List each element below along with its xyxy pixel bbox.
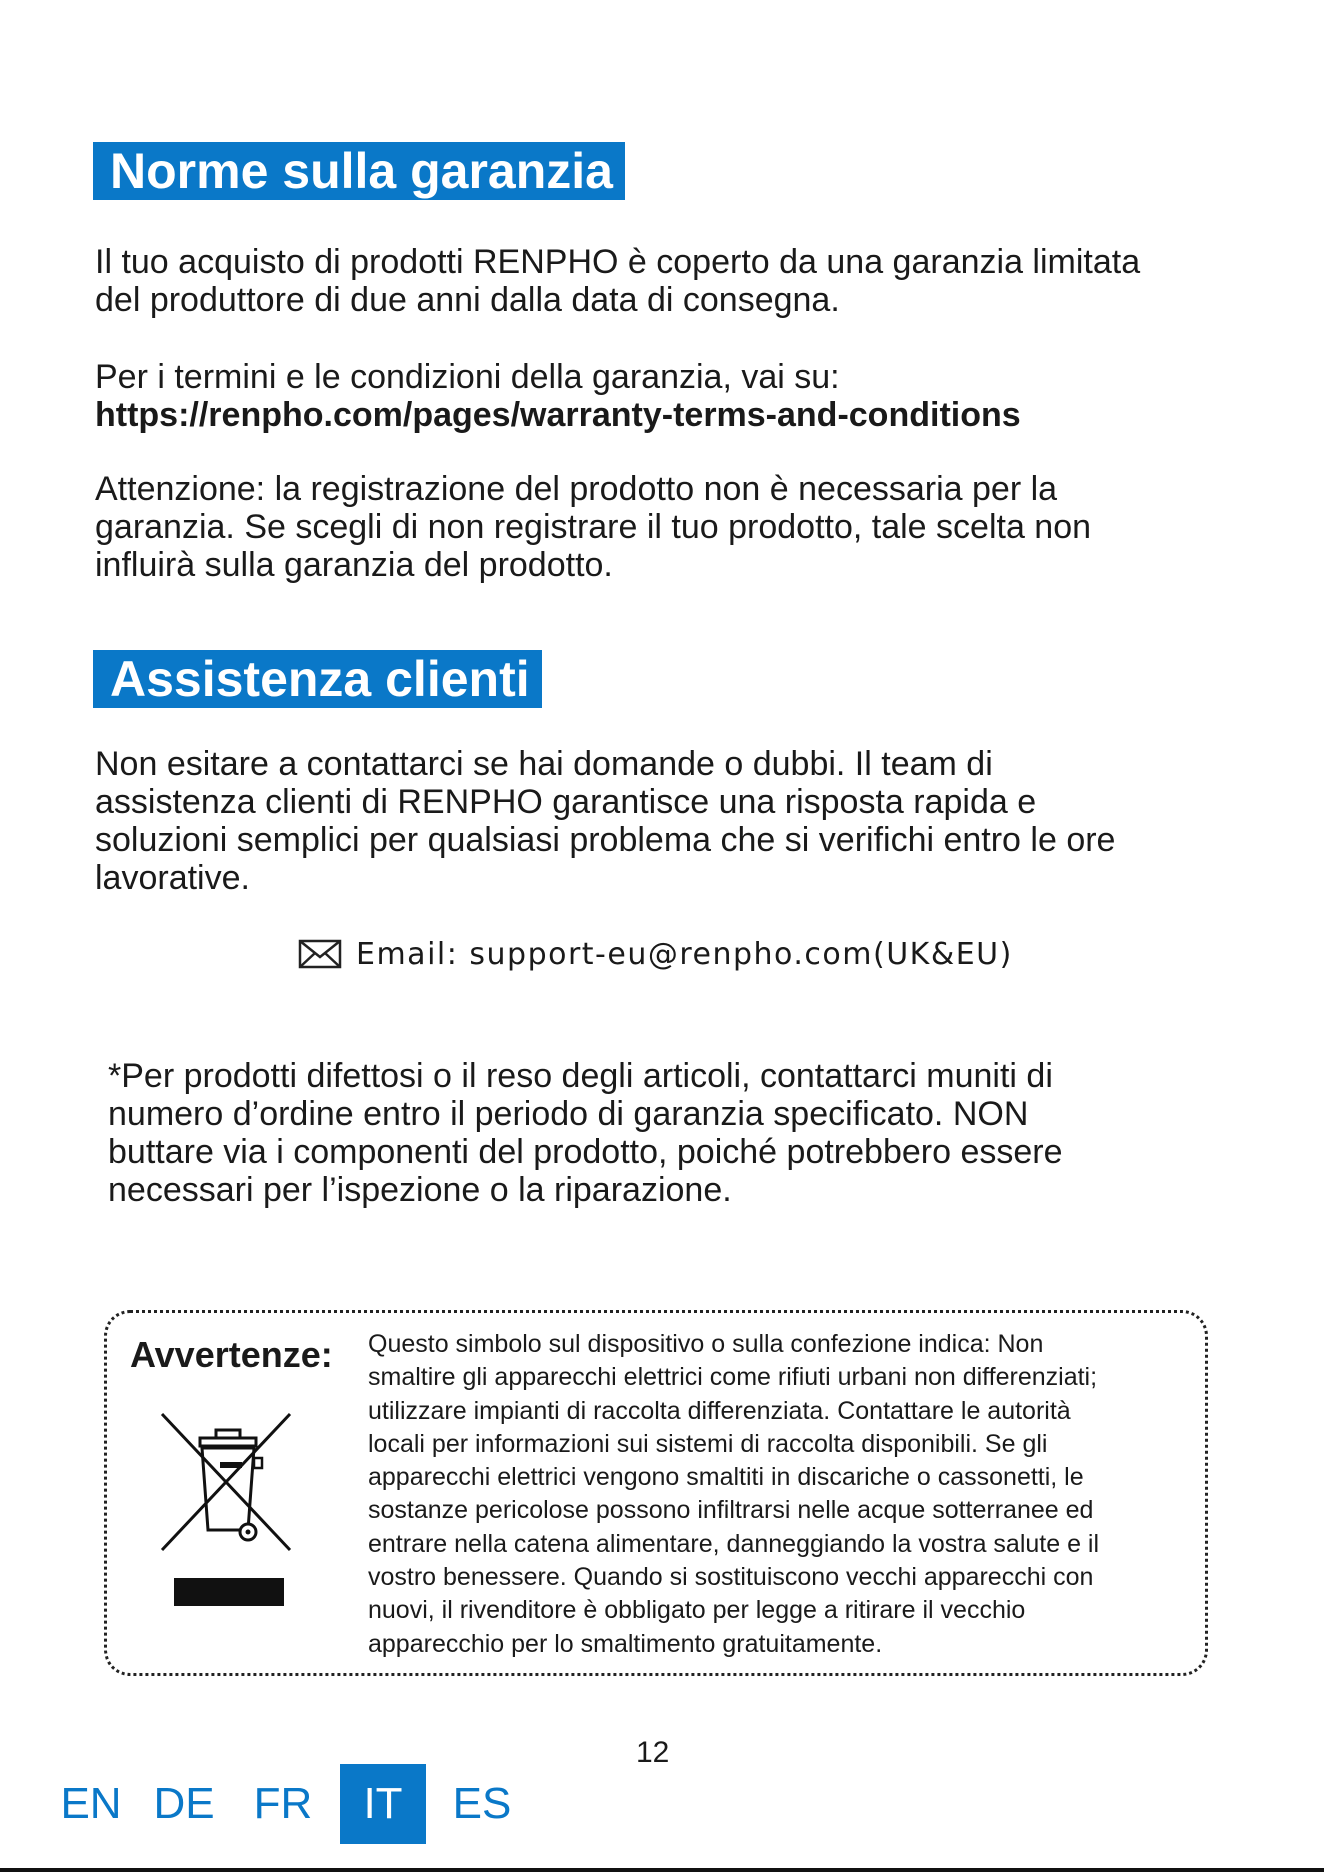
tab-language-de[interactable]: DE [153, 1779, 215, 1828]
text-line: assistenza clienti di RENPHO garantisce una risposta rapida e [95, 783, 1037, 821]
text-line: vostro benessere. Quando si sostituiscono vecchi apparecchi con [368, 1563, 1094, 1592]
text-line: entrare nella catena alimentare, danneggiando la vostra salute e il [368, 1529, 1100, 1558]
registration-note [95, 470, 1255, 584]
text-line: *Per prodotti difettosi o il reso degli articoli, contattarci muniti di [108, 1057, 1053, 1095]
text-line: locali per informazioni sui sistemi di raccolta disponibili. Se gli [368, 1429, 1048, 1458]
text-line: Per i termini e le condizioni della garanzia, vai su: [95, 358, 840, 396]
support-paragraph [95, 745, 1255, 897]
text-line: Attenzione: la registrazione del prodotto non è necessaria per la [95, 470, 1058, 508]
support-email[interactable] [298, 934, 1013, 974]
warranty-terms-paragraph [95, 358, 1255, 434]
envelope-icon [298, 939, 342, 969]
text-line: influirà sulla garanzia del prodotto. [95, 546, 613, 584]
text-line: smaltire gli apparecchi elettrici come rifiuti urbani non differenziati; [368, 1363, 1098, 1392]
warning-title: Avvertenze: [130, 1334, 333, 1375]
warranty-heading: Norme sulla garanzia [93, 142, 625, 200]
email-text: Email: support-eu@renpho.com(UK&EU) [356, 936, 1013, 972]
text-line: numero d’ordine entro il periodo di garanzia specificato. NON [108, 1095, 1029, 1133]
text-line: Non esitare a contattarci se hai domande o dubbi. Il team di [95, 745, 993, 783]
weee-crossed-bin-icon [158, 1410, 298, 1610]
text-line: lavorative. [95, 859, 250, 897]
text-line: soluzioni semplici per qualsiasi problema che si verifichi entro le ore [95, 821, 1116, 859]
tab-language-it[interactable]: IT [340, 1764, 426, 1844]
text-line: sostanze pericolose possono infiltrarsi nelle acque sotterranee ed [368, 1496, 1094, 1525]
text-line: Questo simbolo sul dispositivo o sulla confezione indica: Non [368, 1330, 1044, 1358]
text-line: garanzia. Se scegli di non registrare il tuo prodotto, tale scelta non [95, 508, 1092, 546]
tab-language-fr[interactable]: FR [253, 1779, 313, 1828]
text-line: del produttore di due anni dalla data di consegna. [95, 281, 840, 319]
text-line: apparecchio per lo smaltimento gratuitamente. [368, 1629, 883, 1658]
text-line: necessari per l’ispezione o la riparazione. [108, 1171, 732, 1209]
text-line: Il tuo acquisto di prodotti RENPHO è coperto da una garanzia limitata [95, 243, 1141, 281]
support-heading: Assistenza clienti [93, 650, 542, 708]
page-bottom-rule [0, 1868, 1324, 1872]
warranty-paragraph [95, 243, 1255, 319]
warranty-terms-link[interactable]: https://renpho.com/pages/warranty-terms-and-conditions [95, 396, 1021, 434]
text-line: buttare via i componenti del prodotto, poiché potrebbero essere [108, 1133, 1063, 1171]
text-line: utilizzare impianti di raccolta differenziata. Contattare le autorità [368, 1396, 1071, 1425]
text-line: nuovi, il rivenditore è obbligato per legge a ritirare il vecchio [368, 1596, 1026, 1625]
tab-language-en[interactable]: EN [60, 1779, 122, 1828]
tab-language-es[interactable]: ES [452, 1779, 512, 1828]
warning-text [368, 1328, 1198, 1661]
text-line: apparecchi elettrici vengono smaltiti in discariche o cassonetti, le [368, 1463, 1084, 1492]
defective-products-note [108, 1057, 1268, 1209]
language-tabs [0, 1764, 560, 1844]
page-number: 12 [636, 1736, 670, 1769]
